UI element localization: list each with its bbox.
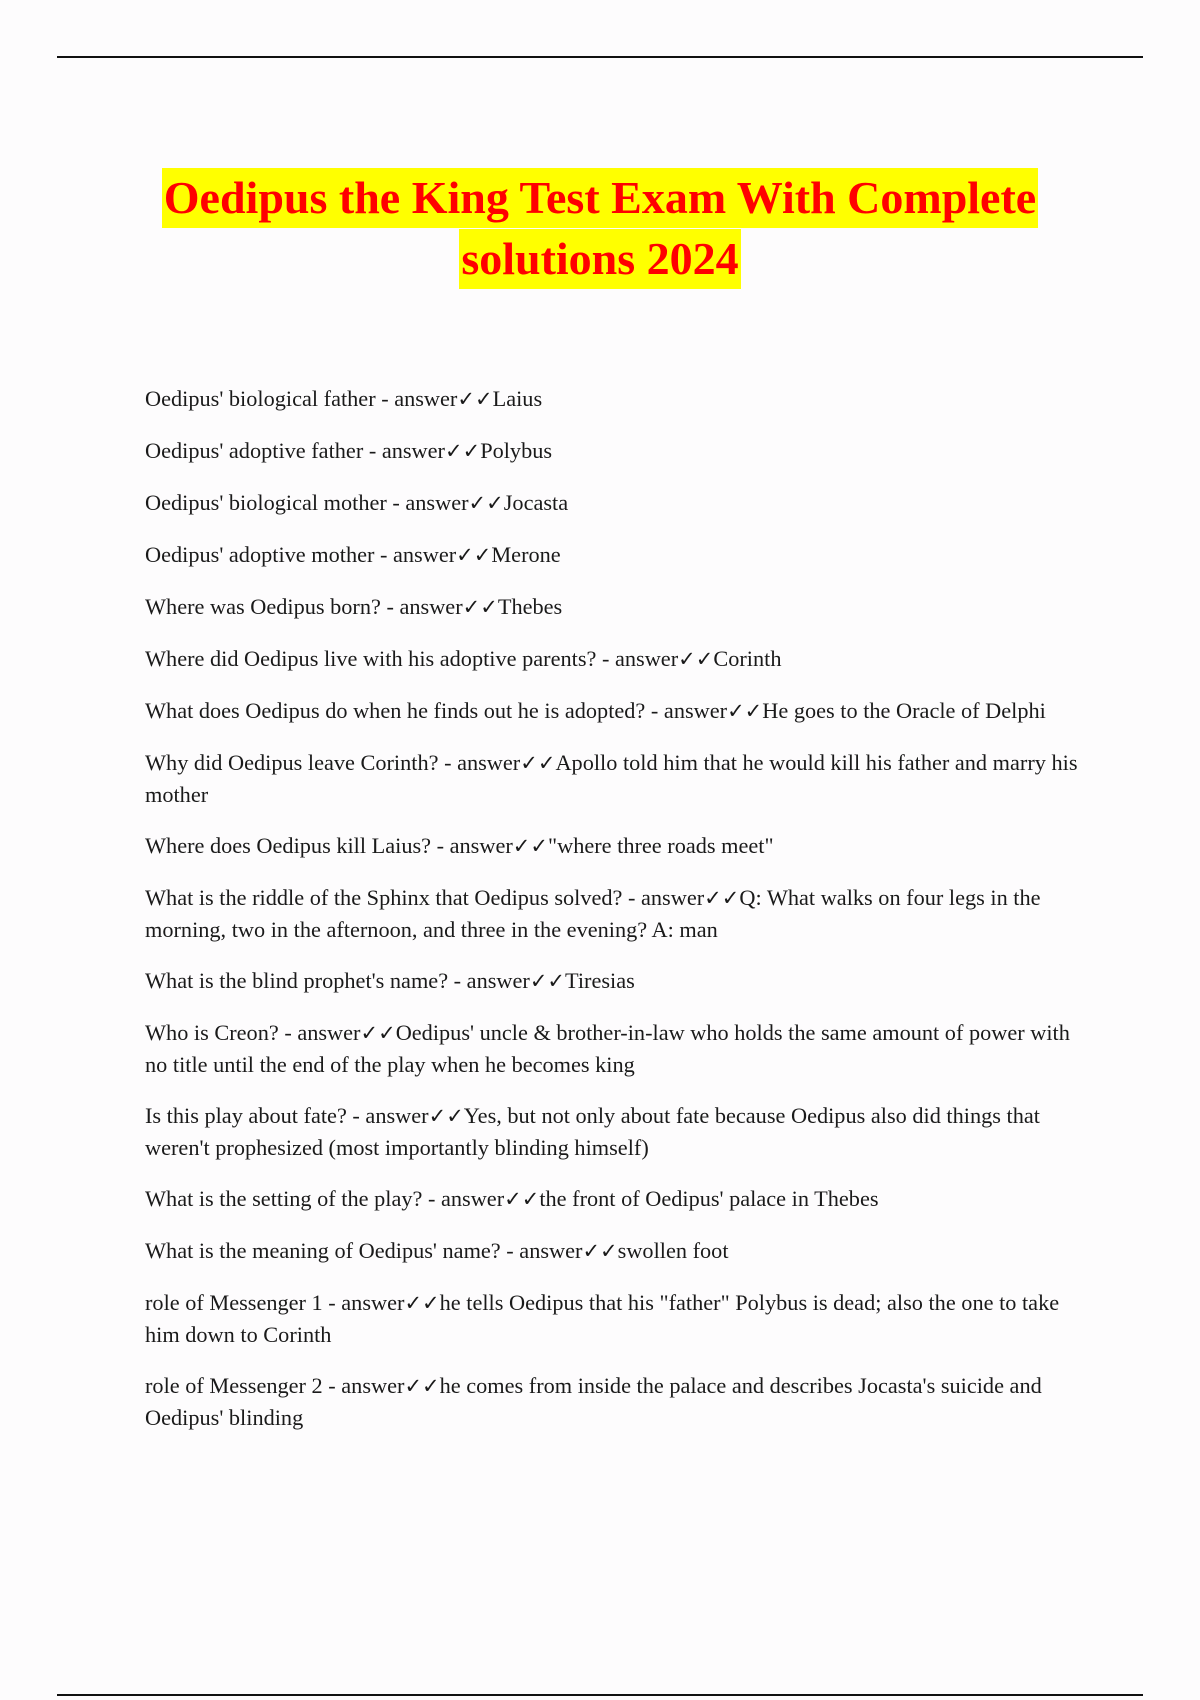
check-mark-icon: ✓✓ <box>462 595 498 619</box>
answer-text: Polybus <box>480 438 553 463</box>
answer-text: Jocasta <box>503 490 569 515</box>
question-text: Where was Oedipus born? <box>145 594 381 619</box>
answer-marker: - answer <box>386 490 469 515</box>
question-text: Who is Creon? <box>145 1020 279 1045</box>
question-text: Oedipus' biological father <box>145 386 376 411</box>
question-text: What is the blind prophet's name? <box>145 968 449 993</box>
answer-text: Apollo told him that he would kill his father and marry his mother <box>145 750 1078 807</box>
qa-item <box>145 1017 1090 1080</box>
check-mark-icon: ✓✓ <box>582 1239 618 1263</box>
answer-marker: - answer <box>346 1103 429 1128</box>
answer-text: he tells Oedipus that his "father" Polybus is dead; also the one to take him down to Corinth <box>145 1290 1060 1347</box>
footer-rule <box>57 1694 1143 1696</box>
qa-item <box>145 965 1090 997</box>
answer-marker: - answer <box>622 885 705 910</box>
question-text: Oedipus' adoptive father <box>145 438 364 463</box>
qa-item <box>145 1287 1090 1350</box>
qa-item <box>145 882 1090 945</box>
answer-text: Thebes <box>497 594 563 619</box>
check-mark-icon: ✓✓ <box>428 1104 464 1128</box>
answer-text: the front of Oedipus' palace in Thebes <box>539 1186 879 1211</box>
qa-item <box>145 1235 1090 1267</box>
check-mark-icon: ✓✓ <box>678 647 714 671</box>
qa-item <box>145 747 1090 810</box>
check-mark-icon: ✓✓ <box>360 1021 396 1045</box>
answer-text: Laius <box>492 386 543 411</box>
answer-marker: - answer <box>375 386 458 411</box>
answer-text: Tiresias <box>565 968 635 993</box>
qa-list <box>145 383 1090 1453</box>
answer-text: he comes from inside the palace and describes Jocasta's suicide and Oedipus' blinding <box>145 1373 1042 1430</box>
question-text: What is the riddle of the Sphinx that Oedipus solved? <box>145 885 623 910</box>
answer-marker: - answer <box>322 1290 405 1315</box>
qa-item <box>145 1370 1090 1433</box>
qa-item <box>145 539 1090 571</box>
answer-text: Oedipus' uncle & brother-in-law who holds the same amount of power with no title until the end of the play when he becomes king <box>145 1020 1070 1077</box>
qa-item <box>145 435 1090 467</box>
answer-text: swollen foot <box>617 1238 729 1263</box>
qa-item <box>145 487 1090 519</box>
document-title <box>0 168 1200 290</box>
header-rule <box>57 56 1143 58</box>
answer-text: "where three roads meet" <box>548 833 774 858</box>
answer-marker: - answer <box>322 1373 405 1398</box>
answer-marker: - answer <box>645 698 728 723</box>
qa-item <box>145 695 1090 727</box>
answer-text: Merone <box>491 542 561 567</box>
answer-text: Yes, but not only about fate because Oedipus also did things that weren't prophesized (most importantly blinding himself) <box>145 1103 1040 1160</box>
question-text: Why did Oedipus leave Corinth? <box>145 750 439 775</box>
check-mark-icon: ✓✓ <box>520 751 556 775</box>
question-text: Where does Oedipus kill Laius? <box>145 833 432 858</box>
check-mark-icon: ✓✓ <box>404 1291 440 1315</box>
question-text: role of Messenger 2 <box>145 1373 323 1398</box>
check-mark-icon: ✓✓ <box>727 699 763 723</box>
check-mark-icon: ✓✓ <box>444 439 481 463</box>
answer-marker: - answer <box>422 1186 505 1211</box>
answer-marker: - answer <box>431 833 513 858</box>
check-mark-icon: ✓✓ <box>468 491 504 515</box>
check-mark-icon: ✓✓ <box>404 1374 440 1398</box>
qa-item <box>145 1183 1090 1215</box>
answer-marker: - answer <box>448 968 530 993</box>
qa-item <box>145 830 1090 862</box>
answer-marker: - answer <box>278 1020 361 1045</box>
qa-item <box>145 383 1090 415</box>
check-mark-icon: ✓✓ <box>457 387 493 411</box>
check-mark-icon: ✓✓ <box>529 969 566 993</box>
question-text: Where did Oedipus live with his adoptive parents? <box>145 646 597 671</box>
question-text: What is the meaning of Oedipus' name? <box>145 1238 501 1263</box>
check-mark-icon: ✓✓ <box>512 834 548 858</box>
title-line-2: solutions 2024 <box>459 229 740 289</box>
question-text: Oedipus' adoptive mother <box>145 542 375 567</box>
qa-item <box>145 643 1090 675</box>
question-text: What does Oedipus do when he finds out he is adopted? <box>145 698 646 723</box>
question-text: Oedipus' biological mother <box>145 490 387 515</box>
answer-marker: - answer <box>363 438 445 463</box>
question-text: role of Messenger 1 <box>145 1290 323 1315</box>
check-mark-icon: ✓✓ <box>704 886 740 910</box>
qa-item <box>145 591 1090 623</box>
answer-text: Q: What walks on four legs in the morning, two in the afternoon, and three in the evening? A: man <box>145 885 1041 942</box>
answer-marker: - answer <box>374 542 457 567</box>
answer-marker: - answer <box>380 594 463 619</box>
answer-text: Corinth <box>713 646 782 671</box>
qa-item <box>145 1100 1090 1163</box>
answer-marker: - answer <box>438 750 521 775</box>
check-mark-icon: ✓✓ <box>456 543 492 567</box>
question-text: Is this play about fate? <box>145 1103 347 1128</box>
question-text: What is the setting of the play? <box>145 1186 423 1211</box>
check-mark-icon: ✓✓ <box>504 1187 540 1211</box>
answer-text: He goes to the Oracle of Delphi <box>762 698 1046 723</box>
title-line-1: Oedipus the King Test Exam With Complete <box>162 168 1038 228</box>
answer-marker: - answer <box>596 646 679 671</box>
answer-marker: - answer <box>500 1238 583 1263</box>
